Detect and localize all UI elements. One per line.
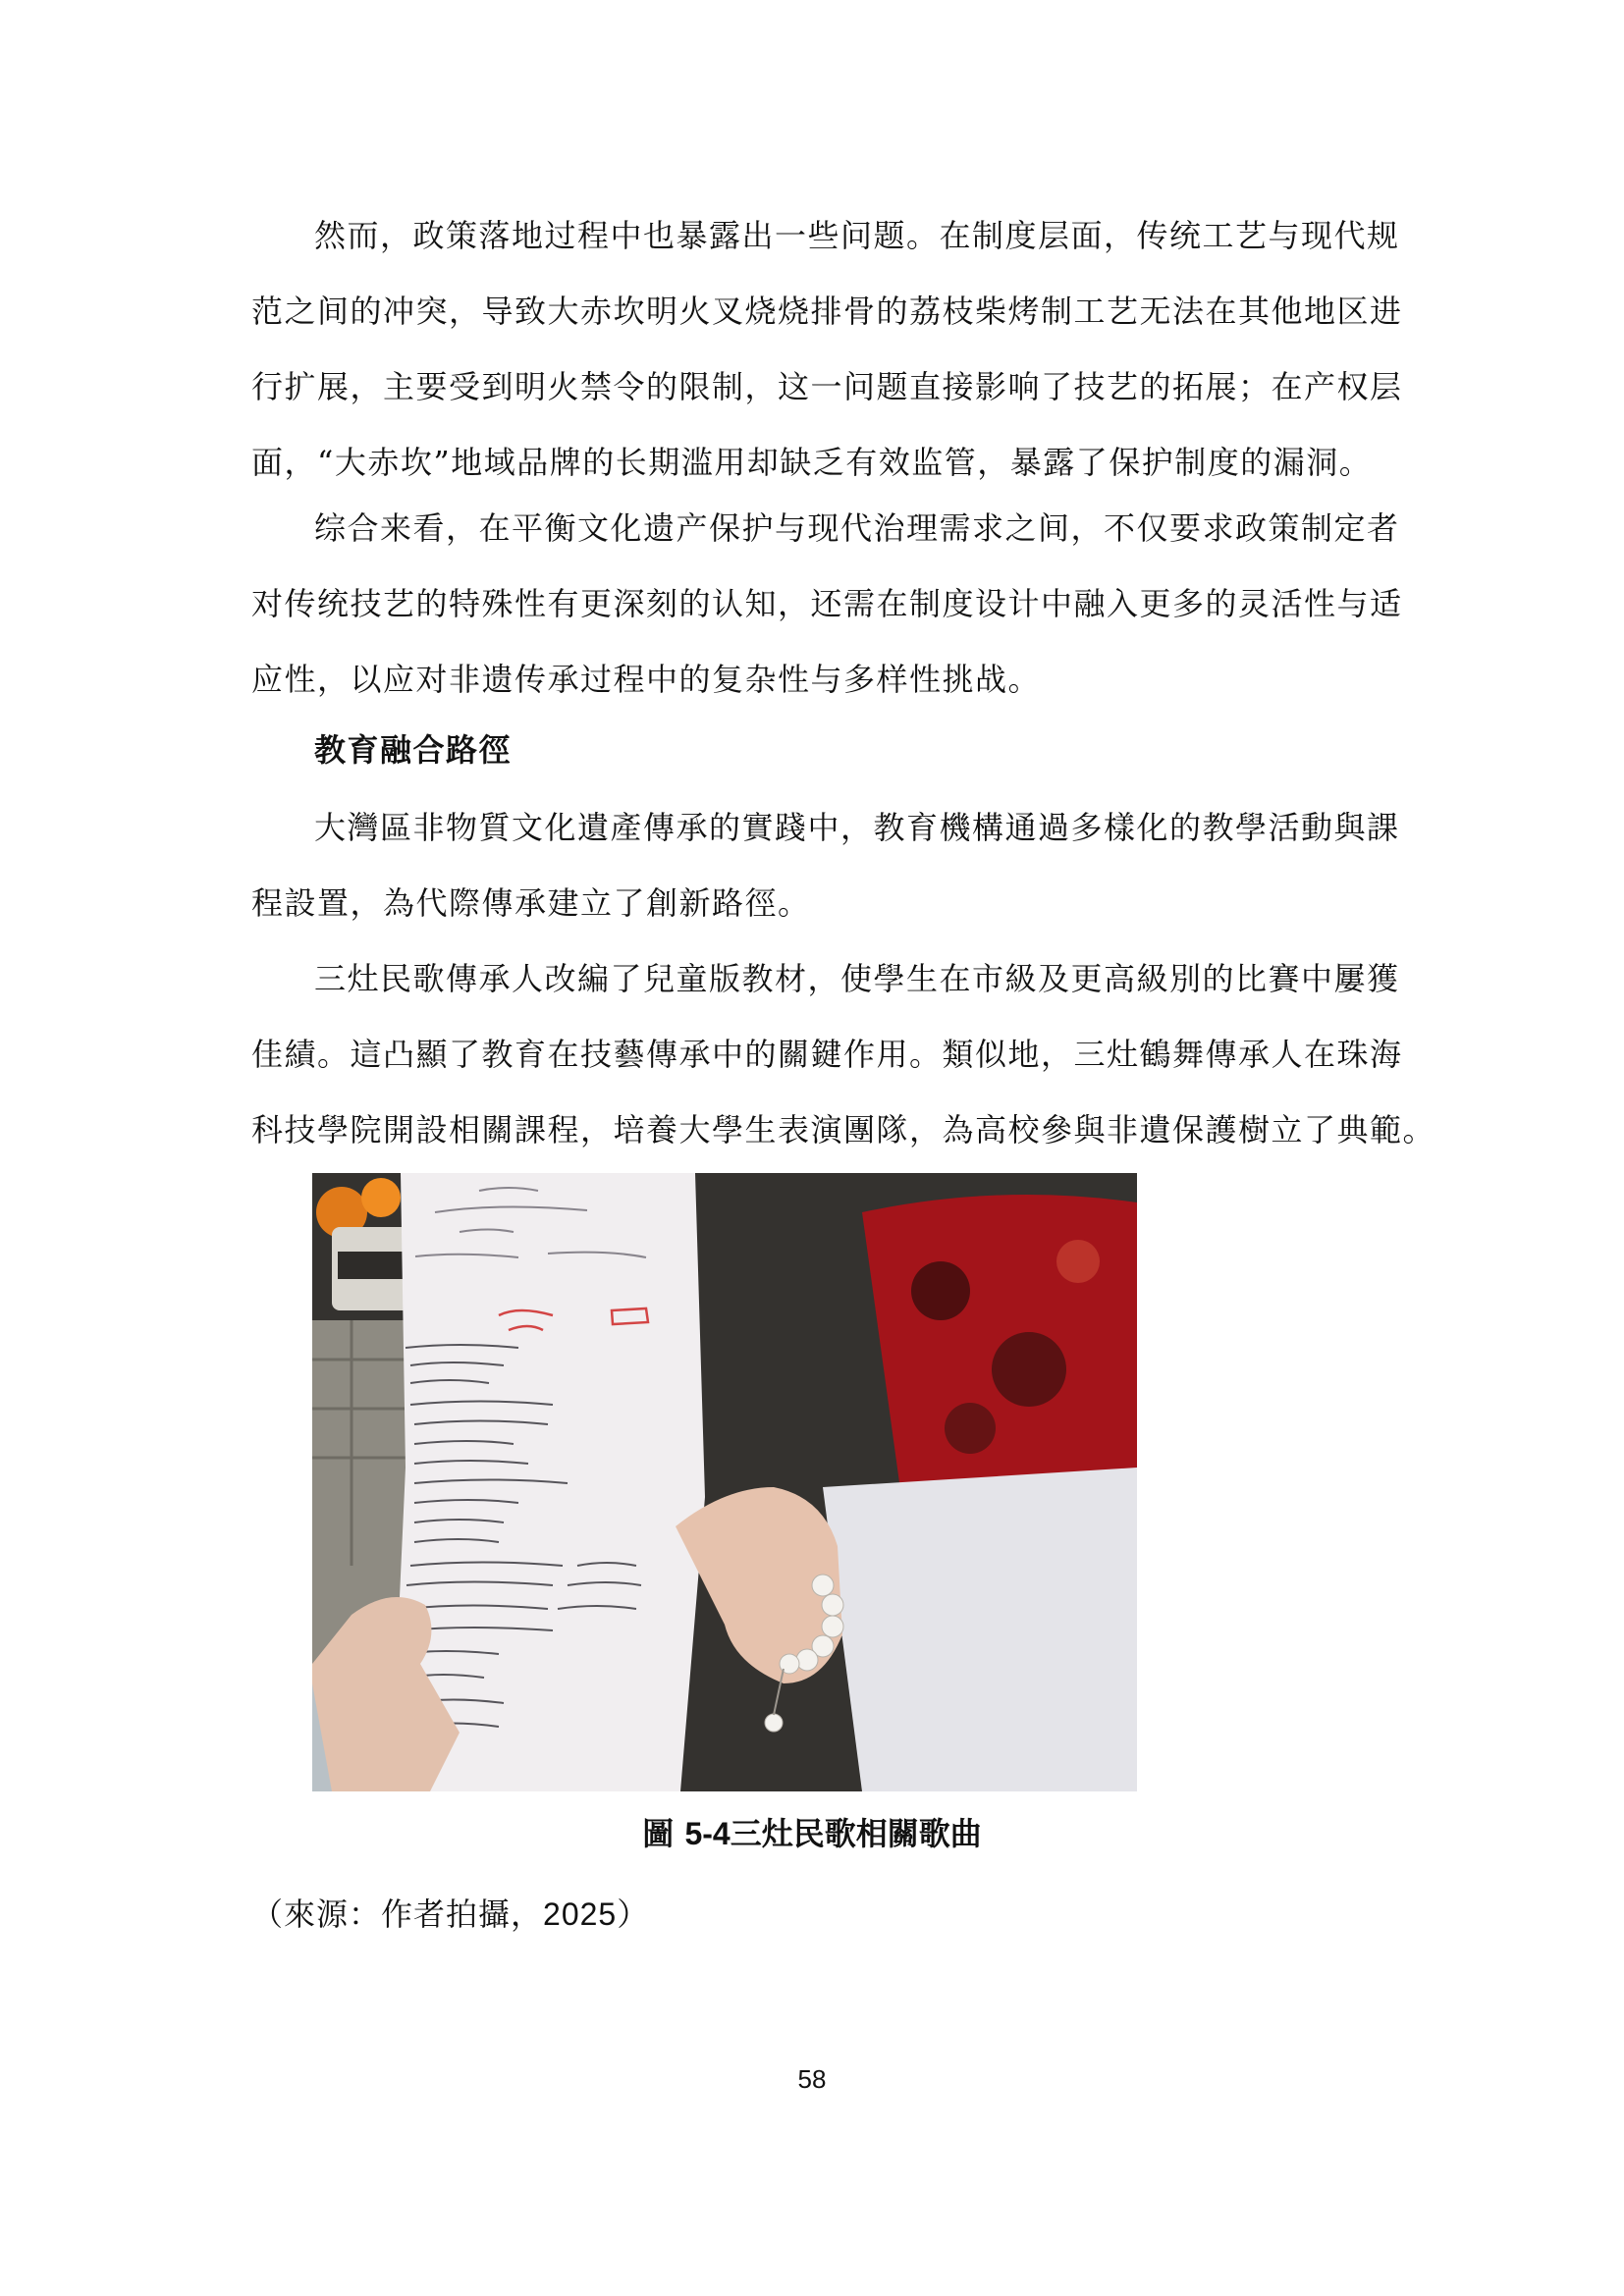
caption-text: 三灶民歌相關歌曲 xyxy=(730,1815,982,1852)
source-text: （來源：作者拍攝， xyxy=(251,1896,544,1933)
figure-caption xyxy=(0,1814,1624,1853)
source-year: 2025 xyxy=(543,1896,618,1932)
text-line: 综合来看，在平衡文化遗产保护与现代治理需求之间，不仅要求政策制定者 xyxy=(314,509,1400,547)
text-line: 对传统技艺的特殊性有更深刻的认知，还需在制度设计中融入更多的灵活性与适 xyxy=(251,585,1403,622)
text-line: 佳績。這凸顯了教育在技藝傳承中的關鍵作用。類似地，三灶鶴舞傳承人在珠海 xyxy=(251,1036,1403,1073)
text-line: 科技學院開設相關課程，培養大學生表演團隊，為高校參與非遺保護樹立了典範。 xyxy=(251,1111,1436,1148)
text-line: 应性，以应对非遗传承过程中的复杂性与多样性挑战。 xyxy=(251,661,1042,698)
caption-prefix: 圖 xyxy=(642,1815,675,1852)
text-line: 然而，政策落地过程中也暴露出一些问题。在制度层面，传统工艺与现代规 xyxy=(314,217,1400,254)
text-line: 行扩展，主要受到明火禁令的限制，这一问题直接影响了技艺的拓展；在产权层 xyxy=(251,368,1403,405)
source-end: ） xyxy=(617,1896,650,1933)
photo-illustration xyxy=(312,1173,1137,1791)
page-number: 58 xyxy=(797,2064,827,2094)
photo-handwritten-song-sheet xyxy=(312,1173,1137,1791)
text-line: 面，“大赤坎”地域品牌的长期滥用却缺乏有效监管，暴露了保护制度的漏洞。 xyxy=(251,444,1373,481)
text-line: 三灶民歌傳承人改編了兒童版教材，使學生在市級及更高級別的比賽中屢獲 xyxy=(314,960,1400,997)
figure-source xyxy=(251,1895,649,1934)
section-heading: 教育融合路徑 xyxy=(314,731,513,769)
text-line: 范之间的冲突，导致大赤坎明火叉烧烧排骨的荔枝柴烤制工艺无法在其他地区进 xyxy=(251,293,1403,330)
caption-number: 5-4 xyxy=(684,1816,731,1851)
text-line: 大灣區非物質文化遺產傳承的實踐中，教育機構通過多樣化的教學活動與課 xyxy=(314,809,1400,846)
text-line: 程設置，為代際傳承建立了創新路徑。 xyxy=(251,884,811,922)
